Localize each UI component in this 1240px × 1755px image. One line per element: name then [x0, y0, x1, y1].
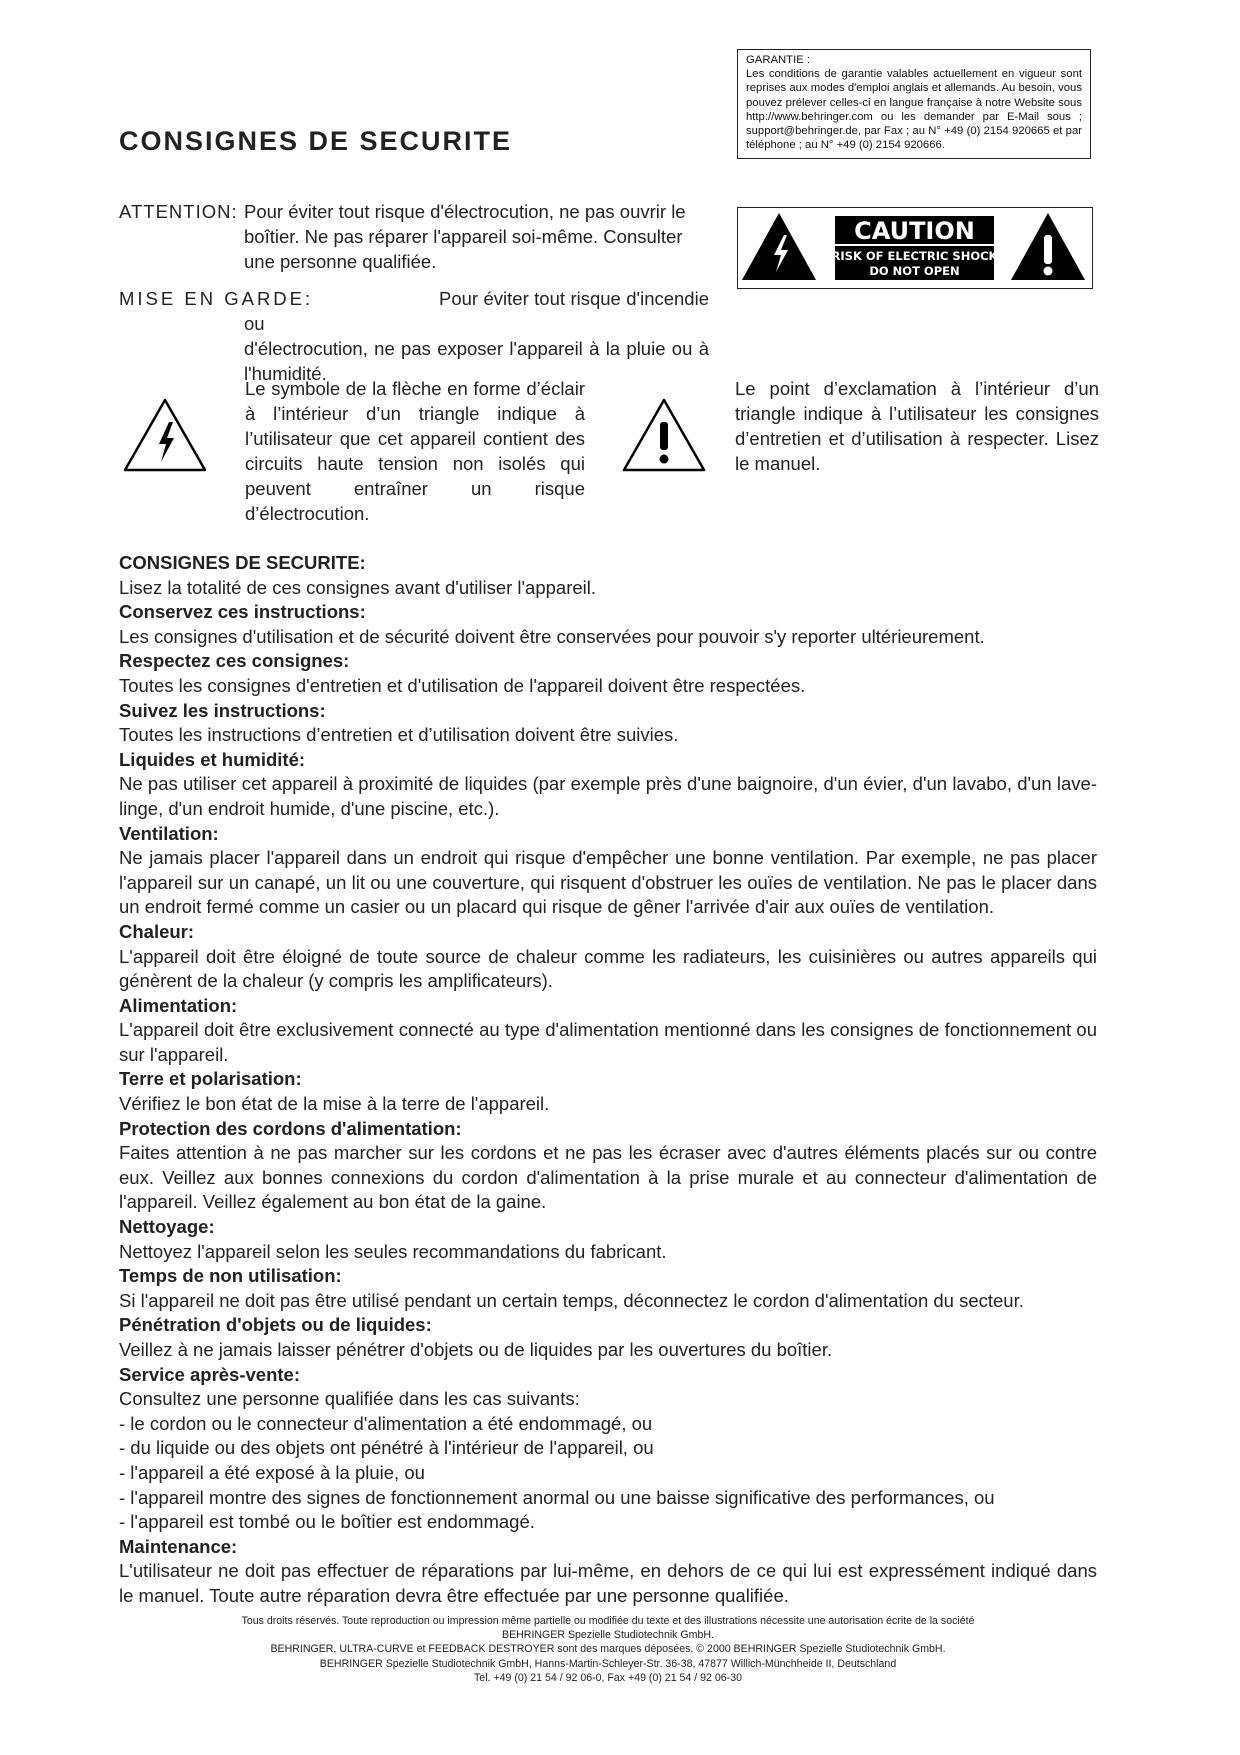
footer-line: BEHRINGER Spezielle Studiotechnik GmbH.	[502, 1629, 714, 1642]
exclamation-symbol-description: Le point d’exclamation à l’intérieur d’un triangle indique à l’utilisateur les consignes d’entretien et d’utilisation à respecter. Lisez le manuel.	[735, 378, 1099, 474]
section-protection-cordons	[119, 1117, 1097, 1215]
section-heading: Terre et polarisation:	[119, 1068, 302, 1090]
caution-line-2: DO NOT OPEN	[869, 264, 960, 278]
service-intro: Consultez une personne qualifiée dans les cas suivants:	[119, 1388, 580, 1410]
section-heading: Ventilation:	[119, 822, 219, 844]
mise-en-garde-warning	[119, 286, 709, 384]
section-ventilation	[119, 822, 1097, 920]
mise-en-garde-line-1: Pour éviter tout risque d'incendie ou	[244, 288, 709, 334]
section-heading: Protection des cordons d'alimentation:	[119, 1117, 462, 1139]
caution-exclamation-icon	[1011, 213, 1085, 280]
section-heading: Pénétration d'objets ou de liquides:	[119, 1314, 432, 1336]
caution-line-1: RISK OF ELECTRIC SHOCK	[831, 249, 998, 263]
section-text: Ne pas utiliser cet appareil à proximité de liquides (par exemple près d'une baignoire, d'un évier, d'un lavabo, d'un lave-linge, d'un endroit humide, d'une piscine, etc.).	[119, 773, 1097, 819]
section-conservez	[119, 600, 1097, 649]
mise-en-garde-label: MISE EN GARDE:	[119, 288, 314, 309]
exclamation-triangle-icon	[620, 396, 708, 475]
section-text: Lisez la totalité de ces consignes avant d'utiliser l'appareil.	[119, 576, 597, 598]
service-item: - du liquide ou des objets ont pénétré à l'intérieur de l'appareil, ou	[119, 1437, 654, 1459]
section-text: Faites attention à ne pas marcher sur les cordons et ne pas les écraser avec d'autres éléments placés sur ou contre eux. Veillez aux bonnes connexions du cordon d'alimentation à la prise murale et au connecteur d'alimentation de l'appareil. Veillez également au bon état de la gaine.	[119, 1142, 1097, 1213]
service-item: - l'appareil a été exposé à la pluie, ou	[119, 1461, 425, 1483]
section-heading: Nettoyage:	[119, 1216, 215, 1238]
footer-line: BEHRINGER Spezielle Studiotechnik GmbH, Hanns-Martin-Schleyer-Str. 36-38, 47877 Willich-Münchheide II, Deutschland	[319, 1657, 897, 1670]
footer	[119, 1614, 1097, 1685]
caution-title: CAUTION	[854, 217, 975, 245]
section-liquides	[119, 748, 1097, 822]
lightning-bolt-triangle-icon	[121, 396, 209, 475]
section-service	[119, 1363, 1097, 1535]
caution-banner	[737, 207, 1093, 289]
footer-line: BEHRINGER, ULTRA-CURVE et FEEDBACK DESTROYER sont des marques déposées. © 2000 BEHRINGER Spezielle Studiotechnik GmbH.	[270, 1643, 946, 1656]
safety-instructions	[119, 551, 1097, 1609]
section-chaleur	[119, 920, 1097, 994]
section-penetration	[119, 1313, 1097, 1362]
footer-line: Tel. +49 (0) 21 54 / 92 06-0, Fax +49 (0) 21 54 / 92 06-30	[474, 1671, 742, 1684]
section-heading: Maintenance:	[119, 1535, 238, 1557]
service-item: - l'appareil montre des signes de fonctionnement anormal ou une baisse significative des performances, ou	[119, 1486, 995, 1508]
section-heading: Service après-vente:	[119, 1363, 300, 1385]
guarantee-box	[737, 49, 1091, 159]
section-text: Ne jamais placer l'appareil dans un endroit qui risque d'empêcher une bonne ventilation. Par exemple, ne pas placer l'appareil sur un canapé, un lit ou une couverture, qui risquent d'obstruer les ouïes de ventilation. Ne pas le placer dans un endroit fermé comme un casier ou un placard qui risque de gêner l'arrivée d'air aux ouïes de ventilation.	[119, 847, 1097, 918]
section-text: Toutes les instructions d’entretien et d’utilisation doivent être suivies.	[119, 724, 679, 746]
section-respectez	[119, 649, 1097, 698]
lightning-symbol-description: Le symbole de la flèche en forme d’éclair à l’intérieur d’un triangle indique à l’utilisateur que cet appareil contient des circuits haute tension non isolés qui peuvent entraîner un risque d’électrocution.	[245, 378, 585, 524]
section-terre	[119, 1067, 1097, 1116]
section-suivez	[119, 699, 1097, 748]
section-heading: Liquides et humidité:	[119, 748, 306, 770]
attention-warning	[119, 199, 709, 275]
section-text: Toutes les consignes d'entretien et d'utilisation de l'appareil doivent être respectées.	[119, 674, 806, 696]
section-heading: Conservez ces instructions:	[119, 601, 366, 623]
caution-banner-graphic	[738, 208, 1091, 287]
section-heading: CONSIGNES DE SECURITE:	[119, 552, 366, 573]
footer-line: Tous droits réservés. Toute reproduction ou impression même partielle ou modifiée du texte et des illustrations nécessite une autorisation écrite de la société	[241, 1615, 975, 1627]
section-heading: Chaleur:	[119, 920, 195, 942]
section-text: Les consignes d'utilisation et de sécurité doivent être conservées pour pouvoir s'y reporter ultérieurement.	[119, 625, 985, 647]
section-maintenance	[119, 1535, 1097, 1609]
section-text: Vérifiez le bon état de la mise à la terre de l'appareil.	[119, 1093, 550, 1115]
section-non-utilisation	[119, 1264, 1097, 1313]
guarantee-heading: GARANTIE :	[746, 54, 811, 66]
section-nettoyage	[119, 1215, 1097, 1264]
section-text: Nettoyez l'appareil selon les seules recommandations du fabricant.	[119, 1240, 667, 1262]
section-heading: Respectez ces consignes:	[119, 650, 350, 672]
section-heading: Temps de non utilisation:	[119, 1265, 342, 1287]
section-heading: Alimentation:	[119, 994, 238, 1016]
service-item: - le cordon ou le connecteur d'alimentation a été endommagé, ou	[119, 1412, 653, 1434]
section-heading: Suivez les instructions:	[119, 699, 326, 721]
attention-label: ATTENTION:	[119, 201, 238, 222]
section-alimentation	[119, 994, 1097, 1068]
section-text: L'appareil doit être exclusivement connecté au type d'alimentation mentionné dans les consignes de fonctionnement ou sur l'appareil.	[119, 1019, 1097, 1065]
page-title: CONSIGNES DE SECURITE	[119, 126, 513, 156]
guarantee-text: Les conditions de garantie valables actuellement en vigueur sont reprises aux modes d'emploi anglais et allemands. Au besoin, vous pouvez prélever celles-ci en langue française à notre Website sous http://www.behringer.com ou les demander par E-Mail sous ; support@behringer.de, par Fax ; au N° +49 (0) 2154 920665 et par téléphone ; au N° +49 (0) 2154 920666.	[746, 68, 1082, 152]
mise-en-garde-text-block	[244, 286, 709, 386]
attention-text: Pour éviter tout risque d'électrocution, ne pas ouvrir le boîtier. Ne pas réparer l'appareil soi-même. Consulter une personne qualifiée.	[244, 201, 686, 272]
section-text: L'utilisateur ne doit pas effectuer de réparations par lui-même, en dehors de ce qui lui est expressément indiqué dans le manuel. Toute autre réparation devra être effectuée par une personne qualifiée.	[119, 1560, 1097, 1606]
section-consignes	[119, 551, 1097, 600]
service-item: - l'appareil est tombé ou le boîtier est endommagé.	[119, 1511, 535, 1533]
section-text: Si l'appareil ne doit pas être utilisé pendant un certain temps, déconnectez le cordon d'alimentation du secteur.	[119, 1289, 1024, 1311]
mise-en-garde-rest: d'électrocution, ne pas exposer l'appareil à la pluie ou à l'humidité.	[244, 338, 709, 384]
section-text: L'appareil doit être éloigné de toute source de chaleur comme les radiateurs, les cuisinières ou autres appareils qui génèrent de la chaleur (y compris les amplificateurs).	[119, 945, 1097, 992]
caution-bolt-icon	[742, 213, 816, 280]
section-text: Veillez à ne jamais laisser pénétrer d'objets ou de liquides par les ouvertures du boîtier.	[119, 1339, 833, 1360]
